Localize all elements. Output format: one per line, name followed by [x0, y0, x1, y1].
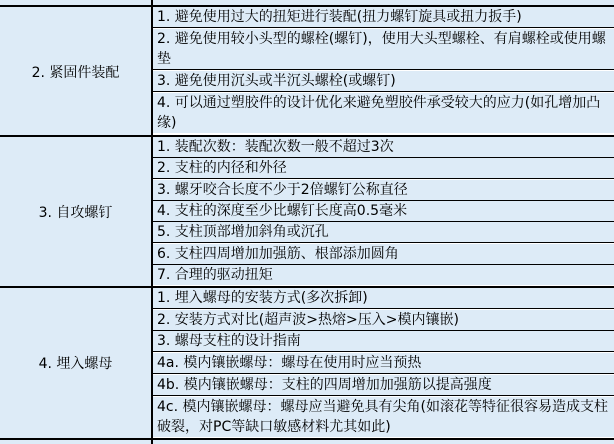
cell-text: 2. 避免使用较小头型的螺栓(螺钉)，使用大头型螺栓、有肩螺栓或使用螺垫 — [157, 31, 606, 67]
group-divider — [0, 286, 614, 288]
row-divider — [153, 69, 614, 70]
table-cell[interactable] — [153, 331, 614, 351]
category-label: 3. 自攻螺钉 — [38, 204, 113, 221]
group-divider — [0, 135, 614, 137]
table-cell-next[interactable] — [153, 440, 614, 444]
row-divider — [153, 395, 614, 396]
row-divider — [153, 330, 614, 331]
category-cell-fastener-assembly[interactable] — [0, 7, 151, 137]
cell-text: 2. 安装方式对比(超声波>热熔>压入>模内镶嵌) — [157, 312, 459, 328]
table-cell[interactable] — [153, 244, 614, 264]
cell-text: 4. 可以通过塑胶件的设计优化来避免塑胶件承受较大的应力(如孔增加凸缘) — [157, 95, 601, 131]
cell-text: 1. 装配次数：装配次数一般不超过3次 — [157, 139, 394, 155]
table-cell[interactable] — [153, 201, 614, 221]
table-cell[interactable] — [153, 93, 614, 133]
table-cell[interactable] — [153, 71, 614, 91]
table-cell[interactable] — [153, 137, 614, 157]
cell-text: 6. 支柱四周增加加强筋、根部添加圆角 — [157, 246, 399, 262]
row-divider — [153, 264, 614, 265]
cell-text: 3. 避免使用沉头或半沉头螺栓(或螺钉) — [157, 73, 396, 89]
cell-text: 3. 螺牙咬合长度不少于2倍螺钉公称直径 — [157, 182, 408, 198]
cell-text: 4c. 模内镶嵌螺母：螺母应当避免具有尖角(如滚花等特征很容易造成支柱破裂，对PC等缺口敏感材料尤其如此) — [157, 399, 608, 435]
cell-text: 5. 支柱顶部增加斜角或沉孔 — [157, 224, 329, 240]
category-cell-self-tapping-screw[interactable] — [0, 137, 151, 286]
category-cell-next[interactable] — [0, 440, 151, 444]
table-cell[interactable] — [153, 7, 614, 27]
row-divider — [153, 308, 614, 309]
cell-text: 7. 合理的驱动扭矩 — [157, 267, 273, 283]
table-cell[interactable] — [153, 265, 614, 285]
row-divider — [153, 221, 614, 222]
cell-text: 2. 支柱的内径和外径 — [157, 160, 287, 176]
table-cell[interactable] — [153, 375, 614, 395]
row-divider — [153, 200, 614, 201]
row-divider — [153, 27, 614, 28]
cell-text: 4. 支柱的深度至少比螺钉长度高0.5毫米 — [157, 203, 408, 219]
cell-text: 1. 埋入螺母的安装方式(多次拆卸) — [157, 290, 368, 306]
row-divider — [153, 351, 614, 352]
row-divider — [0, 5, 614, 7]
row-divider — [153, 242, 614, 243]
cell-text: 4b. 模内镶嵌螺母：支柱的四周增加加强筋以提高强度 — [157, 377, 492, 393]
table-cell[interactable] — [153, 288, 614, 308]
cell-text: 3. 螺母支柱的设计指南 — [157, 333, 301, 349]
row-divider — [153, 178, 614, 179]
table-cell[interactable] — [153, 158, 614, 178]
cell-text: 1. 避免使用过大的扭矩进行装配(扭力螺钉旋具或扭力扳手) — [157, 9, 522, 25]
table-cell[interactable] — [153, 222, 614, 242]
group-divider — [0, 438, 614, 440]
category-label: 4. 埋入螺母 — [38, 356, 113, 372]
row-divider — [153, 373, 614, 374]
row-divider — [153, 157, 614, 158]
table-cell[interactable] — [153, 310, 614, 330]
table-cell[interactable] — [153, 29, 614, 69]
cell-text: 4a. 模内镶嵌螺母：螺母在使用时应当预热 — [157, 355, 422, 371]
table-cell[interactable] — [153, 397, 614, 437]
row-divider — [153, 91, 614, 92]
column-divider — [151, 0, 153, 444]
table-cell[interactable] — [153, 180, 614, 200]
category-label: 2. 紧固件装配 — [31, 65, 120, 81]
category-cell-embedded-nut[interactable] — [0, 288, 151, 438]
table-cell[interactable] — [153, 353, 614, 373]
